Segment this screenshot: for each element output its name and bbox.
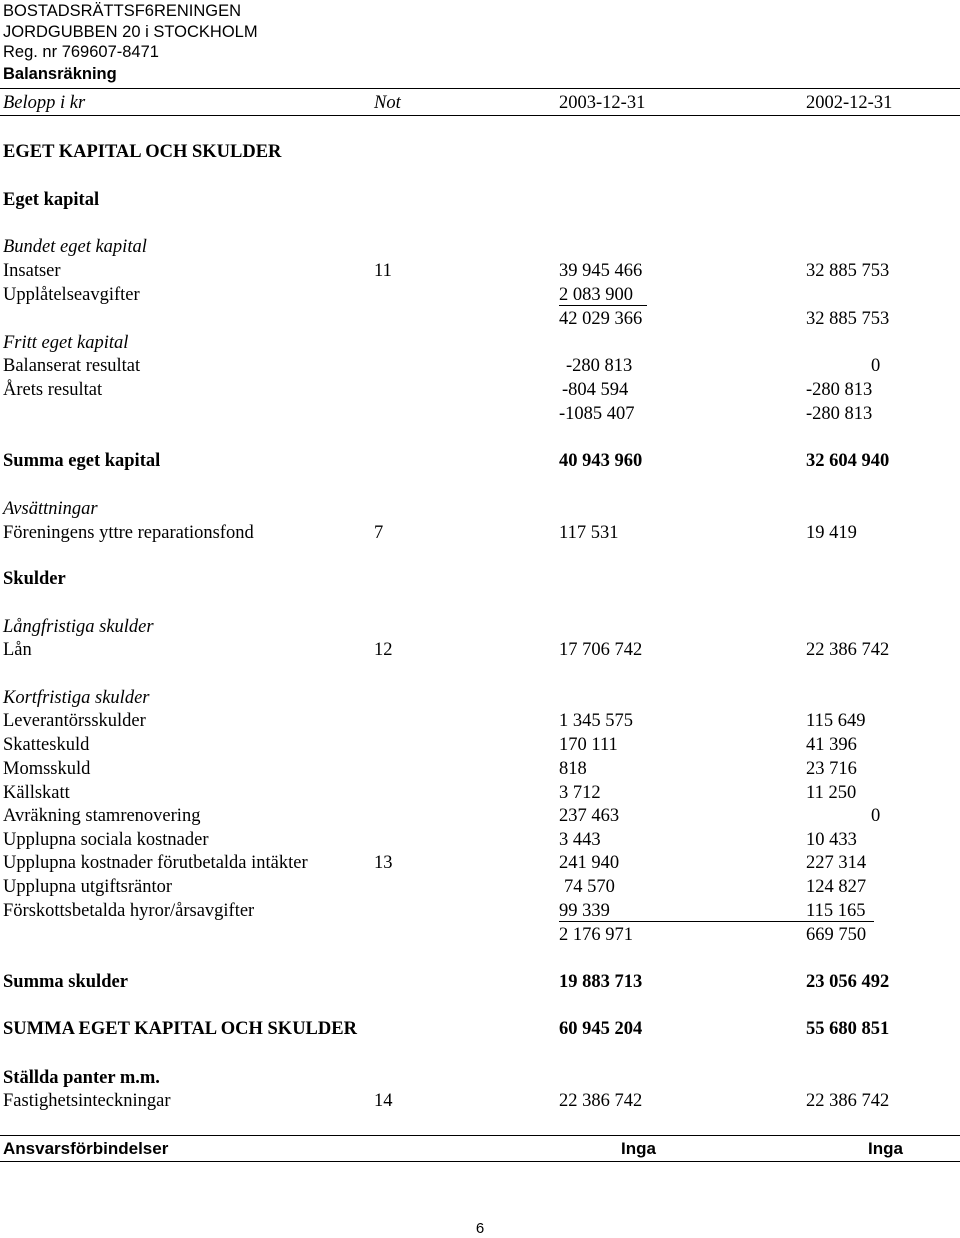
subtotal-rule-bundet — [559, 305, 647, 306]
row-fritt-sum: -1085 407 -280 813 — [559, 404, 873, 424]
row-reparationsfond: Föreningens yttre reparationsfond 7 117 531 19 419 — [3, 523, 857, 543]
subheading-kortfristiga: Kortfristiga skulder — [3, 688, 150, 708]
row-upplatelseavgifter: Upplåtelseavgifter 2 083 900 — [3, 285, 633, 305]
row-insatser: Insatser 11 39 945 466 32 885 753 — [3, 261, 890, 281]
heading-skulder: Skulder — [3, 569, 66, 589]
row-avrakning-stamrenovering: Avräkning stamrenovering 237 463 0 — [3, 806, 881, 826]
row-arets-resultat: Årets resultat -804 594 -280 813 — [3, 380, 873, 400]
rule-ansvar-bottom — [0, 1161, 960, 1162]
header-rule-bottom — [0, 115, 960, 116]
row-summa-skulder: Summa skulder 19 883 713 23 056 492 — [3, 972, 890, 992]
registration-number: Reg. nr 769607-8471 — [3, 43, 159, 61]
rule-ansvar-top — [0, 1135, 960, 1136]
property-name: JORDGUBBEN 20 i STOCKHOLM — [3, 23, 258, 41]
header-rule-top — [0, 88, 960, 89]
subheading-bundet: Bundet eget kapital — [3, 237, 147, 257]
row-balanserat-resultat: Balanserat resultat -280 813 0 — [3, 356, 881, 376]
row-summa-eget-kapital: Summa eget kapital 40 943 960 32 604 940 — [3, 451, 890, 471]
column-headers — [0, 91, 960, 115]
row-summa-total: SUMMA EGET KAPITAL OCH SKULDER 60 945 204 55 680 851 — [3, 1019, 890, 1039]
company-name: BOSTADSRÄTTSF6RENINGEN — [3, 2, 242, 20]
heading-stallda-panter: Ställda panter m.m. — [3, 1068, 160, 1088]
row-ansvarsforbindelser: Ansvarsförbindelser Inga Inga — [3, 1139, 903, 1158]
row-utgiftsrantor: Upplupna utgiftsräntor 74 570 124 827 — [3, 877, 867, 897]
row-kallskatt: Källskatt 3 712 11 250 — [3, 783, 857, 803]
subtotal-rule-kortfristiga — [559, 921, 874, 922]
page-title: Balansräkning — [3, 65, 117, 83]
heading-eget-kapital: Eget kapital — [3, 190, 100, 210]
subheading-langfristiga: Långfristiga skulder — [3, 617, 154, 637]
column-header-note: Not — [374, 93, 401, 113]
subheading-avsattningar: Avsättningar — [3, 499, 98, 519]
row-forutbetalda-intakter: Upplupna kostnader förutbetalda intäkter 13 241 940 227 314 — [3, 853, 867, 873]
column-header-2002: 2002-12-31 — [806, 93, 893, 113]
row-lan: Lån 12 17 706 742 22 386 742 — [3, 640, 890, 660]
subheading-fritt: Fritt eget kapital — [3, 333, 129, 353]
row-leverantorsskulder: Leverantörsskulder 1 345 575 115 649 — [3, 711, 866, 731]
column-header-amount: Belopp i kr — [3, 93, 86, 113]
section-title: EGET KAPITAL OCH SKULDER — [3, 142, 282, 162]
row-forskottsbetalda: Förskottsbetalda hyror/årsavgifter 99 339 115 165 — [3, 901, 866, 921]
row-bundet-sum: 42 029 366 32 885 753 — [559, 309, 890, 329]
column-header-2003: 2003-12-31 — [559, 93, 646, 113]
row-kortfristiga-sum: 2 176 971 669 750 — [559, 925, 867, 945]
row-fastighetsinteckningar: Fastighetsinteckningar 14 22 386 742 22 386 742 — [3, 1091, 890, 1111]
page-number: 6 — [475, 1220, 485, 1237]
row-momsskuld: Momsskuld 818 23 716 — [3, 759, 857, 779]
row-skatteskuld: Skatteskuld 170 111 41 396 — [3, 735, 857, 755]
row-sociala-kostnader: Upplupna sociala kostnader 3 443 10 433 — [3, 830, 857, 850]
